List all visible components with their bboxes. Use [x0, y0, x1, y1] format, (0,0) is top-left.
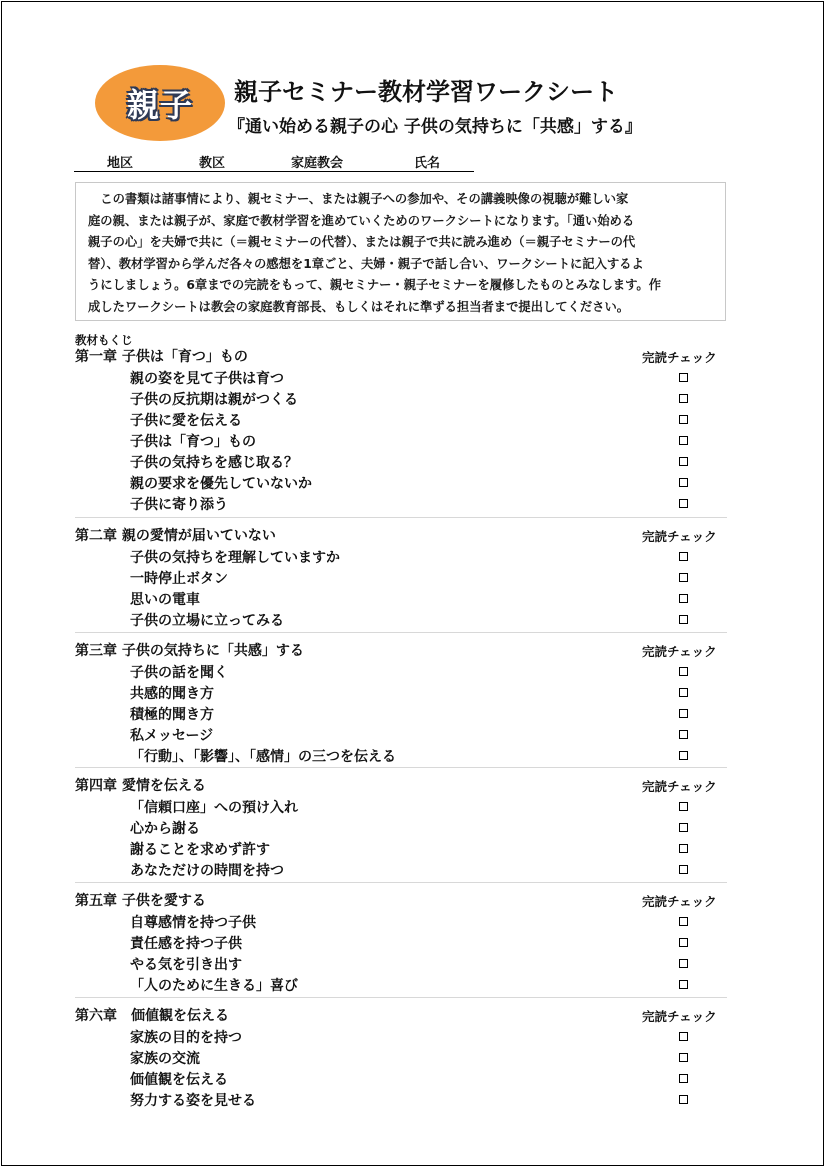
- section-item: 家族の交流: [130, 1051, 200, 1067]
- intro-box: [75, 182, 726, 321]
- checkbox[interactable]: [679, 1095, 688, 1104]
- chapter-title: 第一章 子供は「育つ」もの: [75, 349, 248, 365]
- checkbox[interactable]: [679, 457, 688, 466]
- page-title: 親子セミナー教材学習ワークシート: [234, 78, 618, 106]
- checkbox[interactable]: [679, 615, 688, 624]
- chapter-section: [75, 767, 727, 891]
- field-label-parish: 教区: [199, 156, 226, 171]
- checkbox[interactable]: [679, 1074, 688, 1083]
- intro-line: 親子の心」を夫婦で共に（＝親セミナーの代替）、または親子で共に読み進め（＝親子セミナーの代: [88, 235, 636, 249]
- section-item: やる気を引き出す: [130, 957, 242, 973]
- section-item: 自尊感情を持つ子供: [130, 915, 256, 931]
- section-item: 家族の目的を持つ: [130, 1030, 242, 1046]
- chapter-title: 第四章 愛情を伝える: [75, 778, 206, 794]
- section-item: 子供の気持ちを感じ取る？: [130, 455, 298, 471]
- checkbox[interactable]: [679, 478, 688, 487]
- checkbox[interactable]: [679, 415, 688, 424]
- toc-label: 教材もくじ: [75, 333, 133, 347]
- section-item: 親の要求を優先していないか: [130, 476, 312, 492]
- checkbox[interactable]: [679, 709, 688, 718]
- section-item: 共感的聞き方: [130, 686, 214, 702]
- chapter-section: [75, 517, 727, 641]
- checkbox[interactable]: [679, 1053, 688, 1062]
- section-item: 責任感を持つ子供: [130, 936, 242, 952]
- checkbox[interactable]: [679, 823, 688, 832]
- complete-check-label: 完読チェック: [642, 894, 717, 909]
- chapter-title: 第三章 子供の気持ちに「共感」する: [75, 643, 304, 659]
- field-label-church: 家庭教会: [291, 156, 344, 171]
- checkbox[interactable]: [679, 552, 688, 561]
- field-label-name: 氏名: [414, 156, 441, 171]
- checkbox[interactable]: [679, 1032, 688, 1041]
- section-item: 親の姿を見て子供は育つ: [130, 371, 284, 387]
- section-item: 「人のために生きる」喜び: [130, 978, 298, 994]
- complete-check-label: 完読チェック: [642, 779, 717, 794]
- chapter-title: 第五章 子供を愛する: [75, 893, 206, 909]
- intro-line: うにしましょう。6章までの完読をもって、親セミナー・親子セミナーを履修したものとみなします。作: [88, 278, 661, 292]
- checkbox[interactable]: [679, 436, 688, 445]
- section-item: 子供に寄り添う: [130, 497, 228, 513]
- info-fields-row: [74, 151, 474, 172]
- checkbox[interactable]: [679, 688, 688, 697]
- section-item: 一時停止ボタン: [130, 571, 228, 587]
- checkbox[interactable]: [679, 573, 688, 582]
- section-item: 積極的聞き方: [130, 707, 214, 723]
- logo-text: 親子: [126, 86, 193, 124]
- chapter-section: [75, 997, 727, 1121]
- checkbox[interactable]: [679, 980, 688, 989]
- checkbox[interactable]: [679, 865, 688, 874]
- section-item: 「行動」、「影響」、「感情」の三つを伝える: [130, 749, 396, 765]
- section-item: 子供は「育つ」もの: [130, 434, 256, 450]
- section-item: 思いの電車: [130, 592, 200, 608]
- intro-line: この書類は諸事情により、親セミナー、または親子への参加や、その講義映像の視聴が難しい家: [88, 192, 629, 206]
- section-item: 子供の気持ちを理解していますか: [130, 550, 340, 566]
- checkbox[interactable]: [679, 802, 688, 811]
- checkbox[interactable]: [679, 594, 688, 603]
- complete-check-label: 完読チェック: [642, 644, 717, 659]
- section-item: 価値観を伝える: [130, 1072, 228, 1088]
- complete-check-label: 完読チェック: [642, 1009, 717, 1024]
- intro-line: 庭の親、または親子が、家庭で教材学習を進めていくためのワークシートになります。「通い始める: [88, 213, 635, 228]
- checkbox[interactable]: [679, 373, 688, 382]
- checkbox[interactable]: [679, 938, 688, 947]
- section-item: 子供の話を聞く: [130, 665, 228, 681]
- complete-check-label: 完読チェック: [642, 529, 717, 544]
- checkbox[interactable]: [679, 730, 688, 739]
- section-item: 努力する姿を見せる: [130, 1093, 256, 1109]
- intro-line: 替）、教材学習から学んだ各々の感想を1章ごと、夫婦・親子で話し合い、ワークシートに記入するよ: [88, 256, 644, 271]
- checkbox[interactable]: [679, 917, 688, 926]
- chapter-section: [75, 632, 727, 777]
- chapter-section: [75, 346, 727, 525]
- complete-check-label: 完読チェック: [642, 350, 717, 365]
- checkbox[interactable]: [679, 499, 688, 508]
- chapter-title: 第六章 価値観を伝える: [75, 1008, 229, 1024]
- logo-badge: [95, 65, 225, 141]
- checkbox[interactable]: [679, 844, 688, 853]
- section-item: 謝ることを求めず許す: [130, 842, 270, 858]
- page-subtitle: 『通い始める親子の心 子供の気持ちに「共感」する』: [228, 117, 642, 137]
- section-item: 子供の立場に立ってみる: [130, 613, 284, 629]
- section-item: あなただけの時間を持つ: [130, 863, 284, 879]
- section-item: 私メッセージ: [130, 728, 214, 744]
- section-item: 心から謝る: [130, 821, 200, 837]
- checkbox[interactable]: [679, 751, 688, 760]
- chapter-title: 第二章 親の愛情が届いていない: [75, 528, 276, 544]
- section-item: 子供に愛を伝える: [130, 413, 242, 429]
- field-label-district: 地区: [107, 156, 134, 171]
- checkbox[interactable]: [679, 667, 688, 676]
- section-item: 「信頼口座」への預け入れ: [130, 800, 298, 816]
- section-item: 子供の反抗期は親がつくる: [130, 392, 298, 408]
- intro-line: 成したワークシートは教会の家庭教育部長、もしくはそれに準ずる担当者まで提出してください。: [88, 299, 630, 314]
- checkbox[interactable]: [679, 394, 688, 403]
- chapter-section: [75, 882, 727, 1006]
- checkbox[interactable]: [679, 959, 688, 968]
